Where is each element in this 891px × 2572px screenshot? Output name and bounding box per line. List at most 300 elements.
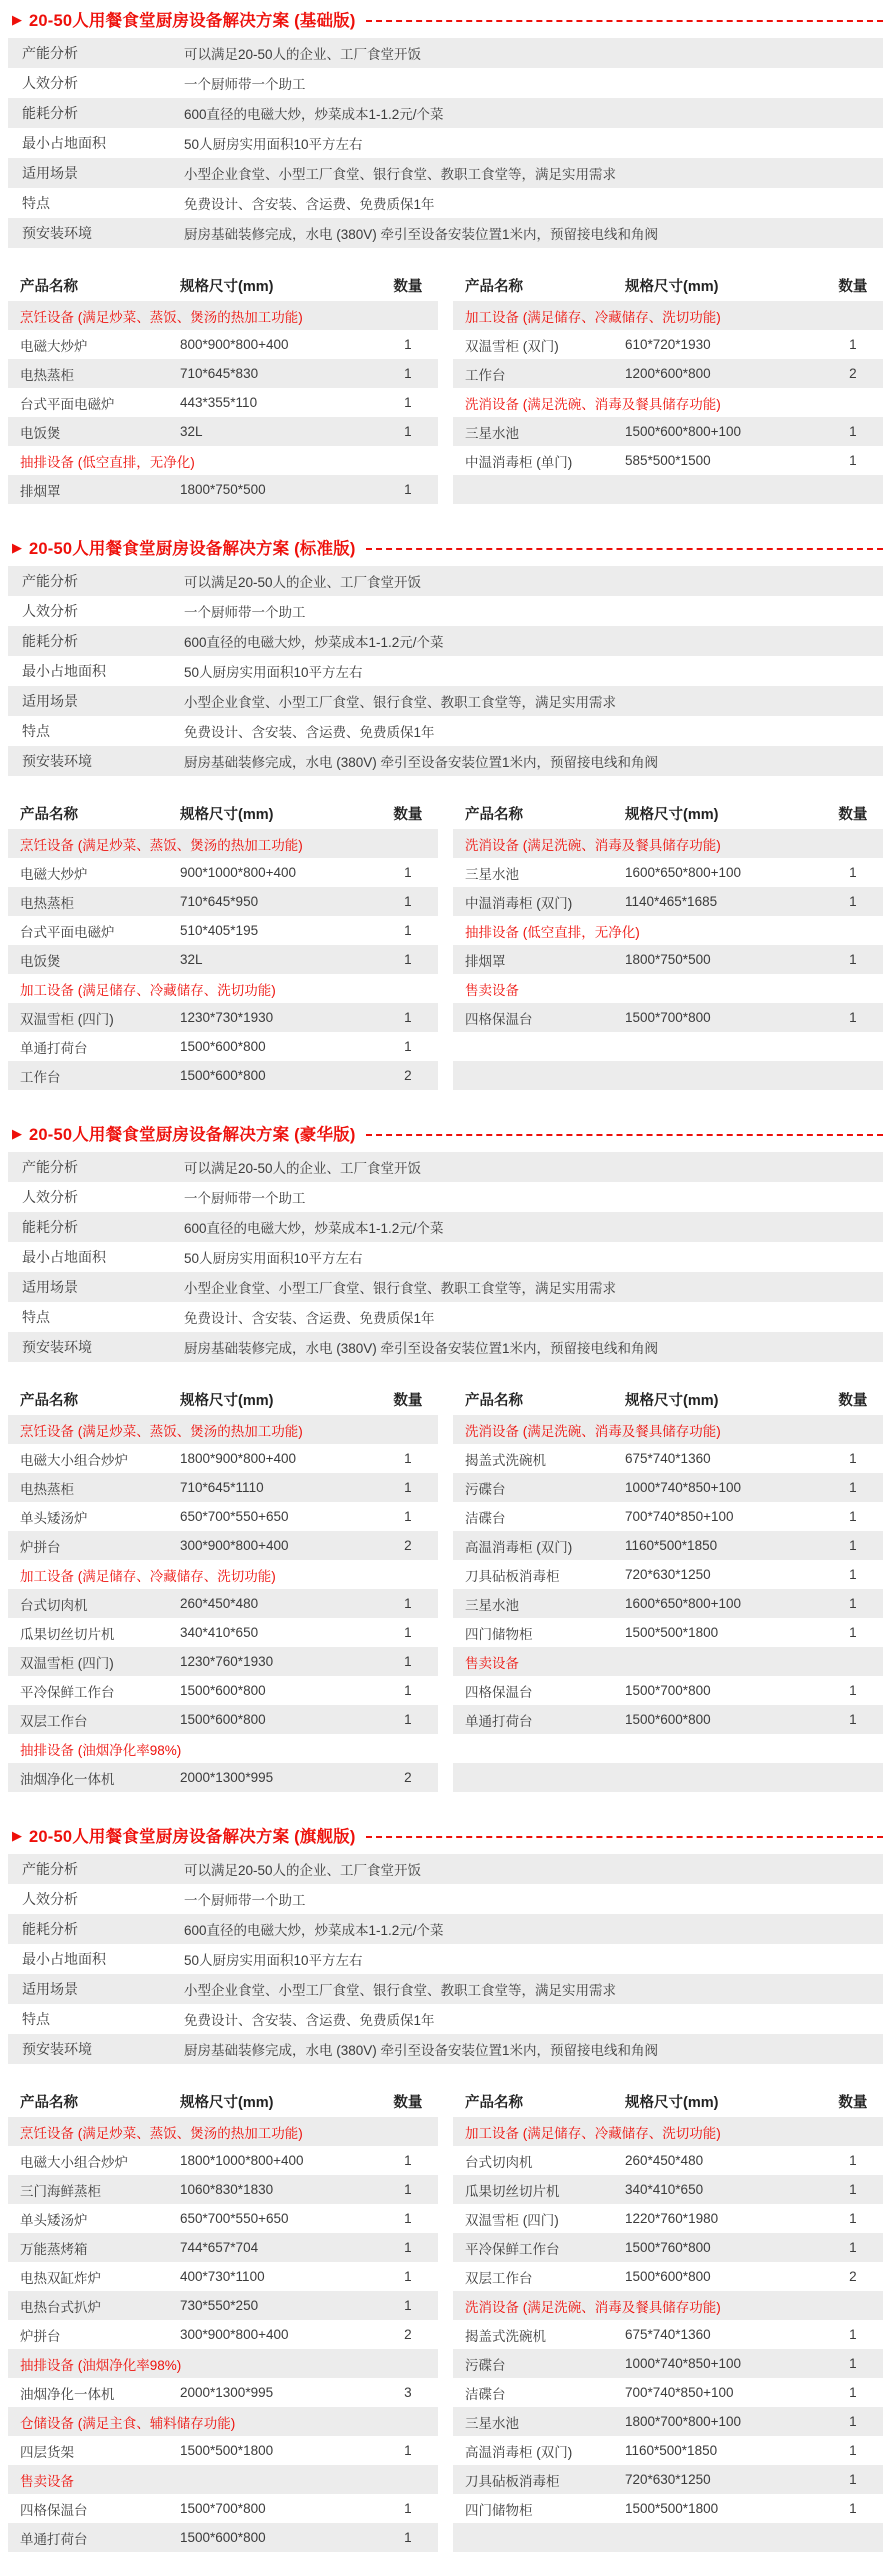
spec-header: 规格尺寸(mm) — [625, 1393, 719, 1409]
spec-header: 规格尺寸(mm) — [180, 2095, 274, 2111]
equipment-row — [453, 2320, 883, 2349]
qty-cell: 1 — [404, 894, 412, 909]
equipment-row — [453, 2349, 883, 2378]
section-title: 20-50人用餐食堂厨房设备解决方案 (标准版) — [29, 540, 356, 558]
qty-header: 数量 — [838, 2095, 868, 2111]
qty-cell: 1 — [849, 2356, 857, 2371]
product-name-header: 产品名称 — [20, 279, 78, 295]
section-header — [8, 1822, 883, 1848]
equipment-row — [8, 1647, 438, 1676]
filler-row — [453, 1032, 883, 1061]
property-value: 免费设计、含安装、含运费、免费质保1年 — [184, 197, 435, 212]
header-row — [8, 2086, 438, 2117]
product-name-cell: 万能蒸烤箱 — [20, 2241, 88, 2257]
qty-cell: 1 — [849, 2414, 857, 2429]
equipment-table-head — [8, 798, 438, 829]
property-value: 可以满足20-50人的企业、工厂食堂开饭 — [184, 1161, 422, 1176]
header-row — [453, 270, 883, 301]
product-name-cell: 平冷保鲜工作台 — [20, 1684, 115, 1700]
qty-cell: 1 — [404, 2530, 412, 2545]
equipment-row — [8, 2233, 438, 2262]
equipment-table-body — [453, 1415, 883, 1792]
spec-cell: 510*405*195 — [180, 923, 259, 938]
qty-cell: 1 — [404, 337, 412, 352]
spec-cell: 1500*500*1800 — [180, 2443, 274, 2458]
category-label: 洗消设备 (满足洗碗、消毒及餐具储存功能) — [465, 396, 721, 412]
product-name-cell: 双温雪柜 (双门) — [465, 338, 559, 354]
property-value: 免费设计、含安装、含运费、免费质保1年 — [184, 2013, 435, 2028]
spec-cell: 1160*500*1850 — [625, 1538, 718, 1553]
spec-cell: 1800*700*800+100 — [625, 2414, 741, 2429]
property-label: 人效分析 — [22, 75, 78, 91]
equipment-tables — [8, 2086, 883, 2552]
qty-cell: 1 — [404, 2443, 412, 2458]
qty-header: 数量 — [393, 279, 423, 295]
category-row — [8, 2349, 438, 2378]
product-name-cell: 电饭煲 — [20, 953, 61, 969]
category-row — [453, 829, 883, 858]
spec-cell: 800*900*800+400 — [180, 337, 289, 352]
qty-cell: 1 — [404, 424, 412, 439]
filler-row — [453, 1734, 883, 1763]
category-row — [8, 2407, 438, 2436]
equipment-row — [453, 446, 883, 475]
category-row — [8, 1560, 438, 1589]
equipment-row — [453, 858, 883, 887]
property-label: 适用场景 — [22, 1981, 78, 1997]
qty-cell: 1 — [849, 894, 857, 909]
equipment-table-body — [453, 301, 883, 504]
product-name-cell: 四层货架 — [20, 2444, 74, 2460]
qty-cell: 1 — [404, 2182, 412, 2197]
equipment-row — [453, 2465, 883, 2494]
property-row — [8, 626, 883, 656]
spec-cell: 1500*600*800 — [180, 1039, 266, 1054]
equipment-row — [453, 2262, 883, 2291]
equipment-row — [453, 1003, 883, 1032]
property-row — [8, 746, 883, 776]
qty-cell: 1 — [849, 2240, 857, 2255]
product-name-cell: 四格保温台 — [465, 1011, 533, 1027]
category-label: 加工设备 (满足储存、冷藏储存、洗切功能) — [20, 1568, 276, 1584]
product-name-cell: 污碟台 — [465, 1481, 506, 1497]
spec-cell: 1500*500*1800 — [625, 1625, 719, 1640]
triangle-icon: ▶ — [12, 539, 22, 555]
product-name-cell: 电热台式扒炉 — [20, 2299, 101, 2315]
equipment-table-head — [8, 2086, 438, 2117]
spec-cell: 1000*740*850+100 — [625, 1480, 741, 1495]
equipment-row — [453, 2233, 883, 2262]
qty-cell: 1 — [849, 1538, 857, 1553]
product-name-cell: 双层工作台 — [465, 2270, 533, 2286]
property-label: 能耗分析 — [22, 1219, 78, 1235]
property-label: 预安装环境 — [22, 225, 92, 241]
qty-header: 数量 — [838, 279, 868, 295]
spec-cell: 700*740*850+100 — [625, 1509, 734, 1524]
spec-cell: 585*500*1500 — [625, 453, 711, 468]
filler-cell — [453, 1032, 883, 1061]
equipment-row — [8, 2523, 438, 2552]
property-row — [8, 1854, 883, 1884]
property-label: 适用场景 — [22, 693, 78, 709]
property-row — [8, 686, 883, 716]
properties-table — [8, 38, 883, 248]
equipment-row — [8, 1061, 438, 1090]
qty-cell: 1 — [849, 2443, 857, 2458]
category-row — [453, 301, 883, 330]
equipment-row — [453, 2378, 883, 2407]
equipment-row — [453, 2494, 883, 2523]
equipment-table-body — [453, 2117, 883, 2552]
qty-cell: 1 — [849, 1509, 857, 1524]
qty-cell: 1 — [404, 2269, 412, 2284]
qty-cell: 1 — [404, 1480, 412, 1495]
equipment-row — [8, 2378, 438, 2407]
category-label: 售卖设备 — [465, 982, 519, 998]
equipment-row — [8, 2204, 438, 2233]
equipment-row — [8, 858, 438, 887]
qty-cell: 1 — [404, 923, 412, 938]
property-row — [8, 38, 883, 68]
property-label: 特点 — [22, 723, 50, 739]
property-value: 可以满足20-50人的企业、工厂食堂开饭 — [184, 1863, 422, 1878]
equipment-row — [8, 945, 438, 974]
qty-cell: 1 — [849, 865, 857, 880]
qty-cell: 1 — [849, 1567, 857, 1582]
product-name-header: 产品名称 — [20, 2095, 78, 2111]
equipment-table-left — [8, 798, 438, 1090]
filler-cell — [453, 475, 883, 504]
qty-cell: 1 — [404, 2501, 412, 2516]
property-label: 预安装环境 — [22, 2041, 92, 2057]
spec-cell: 1500*600*800 — [625, 2269, 711, 2284]
equipment-row — [8, 2436, 438, 2465]
dashed-line — [366, 1836, 883, 1838]
equipment-row — [8, 2291, 438, 2320]
qty-cell: 1 — [849, 337, 857, 352]
property-label: 预安装环境 — [22, 1339, 92, 1355]
spec-cell: 1500*600*800 — [180, 1068, 266, 1083]
product-name-cell: 四格保温台 — [465, 1684, 533, 1700]
equipment-row — [453, 1618, 883, 1647]
spec-cell: 340*410*650 — [625, 2182, 704, 2197]
qty-cell: 1 — [404, 1654, 412, 1669]
property-value: 厨房基础装修完成，水电 (380V) 牵引至设备安装位置1米内，预留接电线和角阀 — [184, 755, 659, 770]
spec-cell: 900*1000*800+400 — [180, 865, 296, 880]
equipment-row — [8, 359, 438, 388]
property-value: 小型企业食堂、小型工厂食堂、银行食堂、教职工食堂等，满足实用需求 — [184, 1281, 616, 1296]
properties-table — [8, 1152, 883, 1362]
filler-cell — [453, 1763, 883, 1792]
spec-cell: 610*720*1930 — [625, 337, 711, 352]
qty-cell: 1 — [849, 453, 857, 468]
qty-cell: 1 — [849, 2327, 857, 2342]
equipment-row — [453, 1589, 883, 1618]
equipment-table-head — [453, 798, 883, 829]
equipment-table-body — [8, 1415, 438, 1792]
product-name-cell: 炉拼台 — [20, 2328, 61, 2344]
qty-cell: 1 — [404, 2240, 412, 2255]
qty-cell: 1 — [404, 1451, 412, 1466]
header-row — [453, 2086, 883, 2117]
category-label: 售卖设备 — [20, 2473, 74, 2489]
property-value: 免费设计、含安装、含运费、免费质保1年 — [184, 725, 435, 740]
spec-cell: 32L — [180, 952, 203, 967]
product-name-cell: 双温雪柜 (四门) — [20, 1011, 114, 1027]
property-value: 50人厨房实用面积10平方左右 — [184, 137, 363, 152]
product-name-cell: 电磁大小组合炒炉 — [20, 1452, 128, 1468]
property-label: 最小占地面积 — [22, 135, 106, 151]
product-name-cell: 电磁大炒炉 — [20, 866, 88, 882]
spec-cell: 340*410*650 — [180, 1625, 259, 1640]
filler-cell — [453, 1734, 883, 1763]
property-value: 600直径的电磁大炒，炒菜成本1-1.2元/个菜 — [184, 1221, 444, 1236]
qty-cell: 1 — [404, 2211, 412, 2226]
product-name-cell: 中温消毒柜 (单门) — [465, 454, 573, 470]
solution-section-1 — [0, 6, 891, 504]
spec-header: 规格尺寸(mm) — [180, 1393, 274, 1409]
property-value: 小型企业食堂、小型工厂食堂、银行食堂、教职工食堂等，满足实用需求 — [184, 1983, 616, 1998]
spec-cell: 400*730*1100 — [180, 2269, 265, 2284]
property-label: 产能分析 — [22, 45, 78, 61]
filler-cell — [453, 1061, 883, 1090]
spec-cell: 1500*600*800 — [180, 1683, 266, 1698]
qty-cell: 1 — [404, 2153, 412, 2168]
equipment-row — [453, 1705, 883, 1734]
qty-cell: 2 — [404, 1538, 412, 1553]
spec-cell: 300*900*800+400 — [180, 1538, 289, 1553]
category-row — [8, 1415, 438, 1444]
section-header — [8, 1120, 883, 1146]
spec-cell: 744*657*704 — [180, 2240, 259, 2255]
property-row — [8, 188, 883, 218]
spec-cell: 2000*1300*995 — [180, 1770, 274, 1785]
qty-cell: 1 — [404, 482, 412, 497]
property-value: 50人厨房实用面积10平方左右 — [184, 1953, 363, 1968]
category-row — [8, 974, 438, 1003]
spec-cell: 1000*740*850+100 — [625, 2356, 741, 2371]
equipment-table-right — [453, 798, 883, 1090]
property-label: 人效分析 — [22, 603, 78, 619]
filler-row — [453, 2523, 883, 2552]
filler-row — [453, 1763, 883, 1792]
property-row — [8, 1302, 883, 1332]
property-value: 厨房基础装修完成，水电 (380V) 牵引至设备安装位置1米内，预留接电线和角阀 — [184, 2043, 659, 2058]
qty-cell: 1 — [849, 1010, 857, 1025]
equipment-table-left — [8, 270, 438, 504]
category-row — [8, 2465, 438, 2494]
product-name-cell: 单通打荷台 — [20, 2531, 88, 2547]
equipment-row — [8, 1676, 438, 1705]
product-name-cell: 电热蒸柜 — [20, 895, 74, 911]
category-row — [453, 916, 883, 945]
header-row — [453, 1384, 883, 1415]
equipment-row — [8, 1003, 438, 1032]
equipment-row — [453, 2146, 883, 2175]
equipment-row — [8, 475, 438, 504]
section-title: 20-50人用餐食堂厨房设备解决方案 (豪华版) — [29, 1126, 356, 1144]
triangle-icon: ▶ — [12, 1125, 22, 1141]
equipment-row — [8, 1032, 438, 1061]
equipment-row — [8, 1473, 438, 1502]
property-label: 人效分析 — [22, 1189, 78, 1205]
property-row — [8, 2034, 883, 2064]
qty-cell: 1 — [404, 395, 412, 410]
category-label: 烹饪设备 (满足炒菜、蒸饭、煲汤的热加工功能) — [20, 1423, 303, 1439]
spec-cell: 1500*500*1800 — [625, 2501, 719, 2516]
category-label: 抽排设备 (油烟净化率98%) — [20, 2357, 182, 2373]
property-label: 最小占地面积 — [22, 663, 106, 679]
property-row — [8, 98, 883, 128]
spec-cell: 1160*500*1850 — [625, 2443, 718, 2458]
property-row — [8, 1944, 883, 1974]
product-name-cell: 电热蒸柜 — [20, 367, 74, 383]
spec-cell: 1060*830*1830 — [180, 2182, 274, 2197]
equipment-table-body — [8, 2117, 438, 2552]
property-value: 可以满足20-50人的企业、工厂食堂开饭 — [184, 575, 422, 590]
product-name-cell: 台式切肉机 — [465, 2154, 533, 2170]
equipment-table-head — [453, 2086, 883, 2117]
category-label: 加工设备 (满足储存、冷藏储存、洗切功能) — [465, 309, 721, 325]
spec-cell: 1220*760*1980 — [625, 2211, 719, 2226]
spec-cell: 675*740*1360 — [625, 1451, 711, 1466]
spec-header: 规格尺寸(mm) — [180, 279, 274, 295]
product-name-cell: 工作台 — [465, 367, 506, 383]
spec-header: 规格尺寸(mm) — [625, 2095, 719, 2111]
property-value: 50人厨房实用面积10平方左右 — [184, 1251, 363, 1266]
qty-cell: 1 — [404, 1596, 412, 1611]
equipment-row — [453, 1444, 883, 1473]
product-name-cell: 电饭煲 — [20, 425, 61, 441]
equipment-row — [8, 1763, 438, 1792]
category-row — [8, 446, 438, 475]
qty-cell: 1 — [849, 2472, 857, 2487]
property-row — [8, 68, 883, 98]
category-row — [8, 2117, 438, 2146]
property-row — [8, 1242, 883, 1272]
spec-cell: 1800*750*500 — [180, 482, 266, 497]
header-row — [8, 1384, 438, 1415]
equipment-row — [8, 330, 438, 359]
equipment-row — [8, 2175, 438, 2204]
spec-cell: 700*740*850+100 — [625, 2385, 734, 2400]
property-row — [8, 1974, 883, 2004]
equipment-row — [8, 1502, 438, 1531]
equipment-row — [8, 1618, 438, 1647]
equipment-table-head — [8, 1384, 438, 1415]
qty-cell: 2 — [404, 1770, 412, 1785]
spec-cell: 1230*730*1930 — [180, 1010, 274, 1025]
equipment-row — [8, 417, 438, 446]
qty-cell: 1 — [849, 2182, 857, 2197]
category-label: 洗消设备 (满足洗碗、消毒及餐具储存功能) — [465, 1423, 721, 1439]
product-name-cell: 揭盖式洗碗机 — [465, 1452, 546, 1468]
qty-cell: 1 — [849, 1625, 857, 1640]
spec-cell: 730*550*250 — [180, 2298, 259, 2313]
qty-cell: 1 — [404, 1625, 412, 1640]
qty-cell: 1 — [849, 1683, 857, 1698]
product-name-header: 产品名称 — [20, 1393, 78, 1409]
product-name-cell: 瓜果切丝切片机 — [20, 1626, 115, 1642]
property-row — [8, 656, 883, 686]
qty-cell: 2 — [404, 1068, 412, 1083]
property-row — [8, 128, 883, 158]
property-row — [8, 1152, 883, 1182]
equipment-row — [453, 887, 883, 916]
spec-cell: 650*700*550+650 — [180, 2211, 289, 2226]
product-name-cell: 洁碟台 — [465, 1510, 506, 1526]
spec-cell: 2000*1300*995 — [180, 2385, 274, 2400]
qty-cell: 1 — [849, 2501, 857, 2516]
solution-section-2 — [0, 534, 891, 1090]
spec-cell: 1500*600*800 — [180, 2530, 266, 2545]
property-label: 适用场景 — [22, 165, 78, 181]
product-name-cell: 油烟净化一体机 — [20, 1771, 115, 1787]
qty-cell: 1 — [849, 1480, 857, 1495]
equipment-row — [453, 1502, 883, 1531]
property-value: 小型企业食堂、小型工厂食堂、银行食堂、教职工食堂等，满足实用需求 — [184, 695, 616, 710]
spec-cell: 1800*900*800+400 — [180, 1451, 296, 1466]
product-name-cell: 四门储物柜 — [465, 2502, 533, 2518]
qty-cell: 1 — [849, 1596, 857, 1611]
equipment-row — [453, 1560, 883, 1589]
section-title: 20-50人用餐食堂厨房设备解决方案 (旗舰版) — [29, 1828, 356, 1846]
product-name-cell: 三星水池 — [465, 425, 519, 441]
dashed-line — [366, 548, 883, 550]
product-name-cell: 四门储物柜 — [465, 1626, 533, 1642]
qty-cell: 1 — [404, 366, 412, 381]
category-row — [8, 1734, 438, 1763]
qty-cell: 3 — [404, 2385, 412, 2400]
equipment-table-body — [8, 829, 438, 1090]
category-row — [453, 974, 883, 1003]
filler-row — [453, 1061, 883, 1090]
category-label: 仓储设备 (满足主食、辅料储存功能) — [20, 2415, 236, 2431]
property-value: 厨房基础装修完成，水电 (380V) 牵引至设备安装位置1米内，预留接电线和角阀 — [184, 227, 659, 242]
property-row — [8, 1914, 883, 1944]
category-label: 烹饪设备 (满足炒菜、蒸饭、煲汤的热加工功能) — [20, 2125, 303, 2141]
product-name-header: 产品名称 — [20, 807, 78, 823]
product-name-cell: 台式切肉机 — [20, 1597, 88, 1613]
section-header — [8, 534, 883, 560]
product-name-cell: 台式平面电磁炉 — [20, 396, 115, 412]
category-label: 抽排设备 (油烟净化率98%) — [20, 1742, 182, 1758]
equipment-row — [8, 1705, 438, 1734]
product-name-cell: 单通打荷台 — [20, 1040, 88, 1056]
product-name-cell: 台式平面电磁炉 — [20, 924, 115, 940]
property-label: 预安装环境 — [22, 753, 92, 769]
property-row — [8, 2004, 883, 2034]
section-title: 20-50人用餐食堂厨房设备解决方案 (基础版) — [29, 12, 356, 30]
equipment-table-body — [453, 829, 883, 1090]
category-label: 烹饪设备 (满足炒菜、蒸饭、煲汤的热加工功能) — [20, 837, 303, 853]
product-name-cell: 双层工作台 — [20, 1713, 88, 1729]
qty-cell: 1 — [849, 2153, 857, 2168]
equipment-row — [8, 1589, 438, 1618]
property-label: 最小占地面积 — [22, 1951, 106, 1967]
spec-cell: 443*355*110 — [180, 395, 258, 410]
category-label: 加工设备 (满足储存、冷藏储存、洗切功能) — [465, 2125, 721, 2141]
equipment-row — [453, 330, 883, 359]
equipment-table-right — [453, 270, 883, 504]
header-row — [8, 270, 438, 301]
qty-cell: 1 — [849, 952, 857, 967]
spec-cell: 1500*700*800 — [625, 1010, 711, 1025]
property-label: 产能分析 — [22, 1159, 78, 1175]
section-header — [8, 6, 883, 32]
equipment-row — [453, 2436, 883, 2465]
properties-table — [8, 1854, 883, 2064]
